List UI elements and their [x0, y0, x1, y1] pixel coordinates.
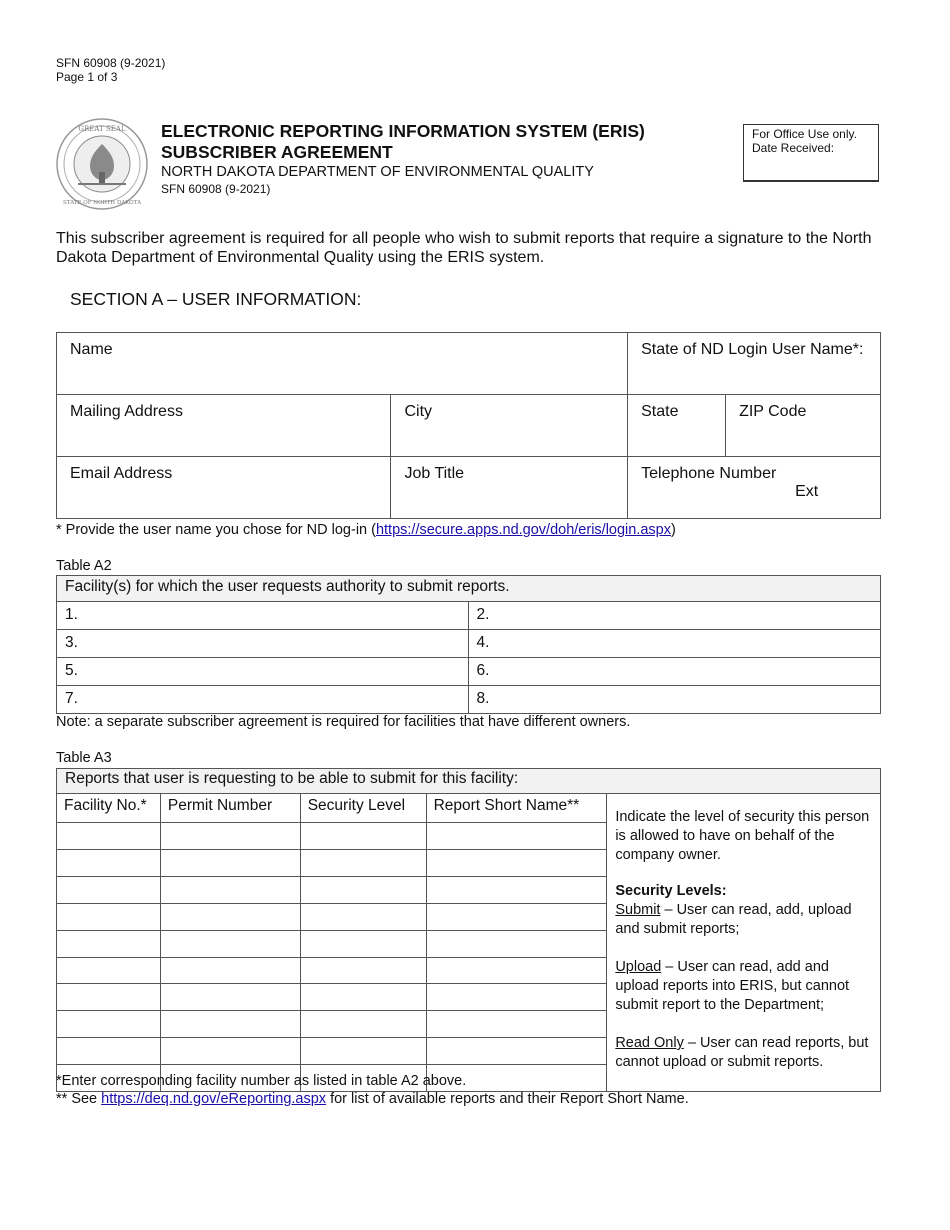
col-permit-number: Permit Number	[160, 794, 300, 823]
table-cell[interactable]	[160, 903, 300, 930]
table-cell[interactable]	[300, 903, 426, 930]
table-cell[interactable]	[300, 957, 426, 984]
department-name: NORTH DAKOTA DEPARTMENT OF ENVIRONMENTAL QUALITY	[161, 164, 594, 180]
login-username-field[interactable]: State of ND Login User Name*:	[628, 333, 881, 395]
table-cell[interactable]	[57, 903, 161, 930]
table-cell[interactable]	[426, 849, 607, 876]
table-cell[interactable]	[57, 876, 161, 903]
table-cell[interactable]	[57, 1011, 161, 1038]
page-number: Page 1 of 3	[56, 70, 118, 84]
state-seal-icon	[56, 118, 148, 210]
table-cell[interactable]	[300, 984, 426, 1011]
facility-cell[interactable]: 6.	[468, 658, 881, 686]
table-cell[interactable]	[300, 849, 426, 876]
facility-cell[interactable]: 1.	[57, 602, 469, 630]
table-cell[interactable]	[426, 823, 607, 850]
table-cell[interactable]	[57, 1038, 161, 1065]
table-cell[interactable]	[160, 849, 300, 876]
form-header	[161, 121, 645, 197]
email-address-field[interactable]: Email Address	[57, 457, 391, 519]
facility-cell[interactable]: 4.	[468, 630, 881, 658]
login-footnote: * Provide the user name you chose for ND log-in (https://secure.apps.nd.gov/doh/eris/login.aspx)	[56, 522, 676, 538]
table-a2-label: Table A2	[56, 558, 112, 574]
header-form-number: SFN 60908 (9-2021)	[161, 182, 271, 196]
form-number: SFN 60908 (9-2021)	[56, 56, 166, 70]
table-cell[interactable]	[57, 984, 161, 1011]
facilities-header: Facility(s) for which the user requests authority to submit reports.	[57, 576, 881, 602]
table-cell[interactable]	[426, 876, 607, 903]
form-id	[56, 56, 165, 84]
facility-cell[interactable]: 2.	[468, 602, 881, 630]
table-cell[interactable]	[426, 984, 607, 1011]
table-cell[interactable]	[160, 957, 300, 984]
city-field[interactable]: City	[391, 395, 628, 457]
date-received-label: Date Received:	[752, 141, 835, 155]
facilities-note: Note: a separate subscriber agreement is required for facilities that have different owners.	[56, 714, 631, 730]
user-information-table	[56, 332, 881, 519]
table-cell[interactable]	[160, 876, 300, 903]
table-cell[interactable]	[426, 1038, 607, 1065]
facility-cell[interactable]: 3.	[57, 630, 469, 658]
facilities-table	[56, 575, 881, 714]
table-cell[interactable]	[300, 1038, 426, 1065]
table-cell[interactable]	[160, 984, 300, 1011]
col-facility-no: Facility No.*	[57, 794, 161, 823]
table-cell[interactable]	[57, 849, 161, 876]
table-cell[interactable]	[160, 1011, 300, 1038]
zip-code-field[interactable]: ZIP Code	[726, 395, 881, 457]
reports-header: Reports that user is requesting to be able to submit for this facility:	[57, 769, 881, 794]
login-link[interactable]: https://secure.apps.nd.gov/doh/eris/login.aspx	[375, 522, 671, 538]
ereporting-link[interactable]: https://deq.nd.gov/eReporting.aspx	[101, 1091, 327, 1107]
job-title-field[interactable]: Job Title	[391, 457, 628, 519]
table-cell[interactable]	[300, 876, 426, 903]
table-cell[interactable]	[57, 930, 161, 957]
form-title: ELECTRONIC REPORTING INFORMATION SYSTEM (ERIS)	[161, 121, 645, 141]
name-field[interactable]: Name	[57, 333, 628, 395]
table-cell[interactable]	[57, 823, 161, 850]
col-security-level: Security Level	[300, 794, 426, 823]
telephone-field[interactable]: Telephone Number Ext	[628, 457, 881, 519]
table-cell[interactable]	[300, 823, 426, 850]
facility-cell[interactable]: 5.	[57, 658, 469, 686]
table-cell[interactable]	[426, 903, 607, 930]
col-report-short-name: Report Short Name**	[426, 794, 607, 823]
section-a-title: SECTION A – USER INFORMATION:	[70, 289, 362, 309]
table-cell[interactable]	[300, 930, 426, 957]
table-cell[interactable]	[57, 957, 161, 984]
state-field[interactable]: State	[628, 395, 726, 457]
table-cell[interactable]	[160, 1038, 300, 1065]
svg-text:STATE OF NORTH DAKOTA: STATE OF NORTH DAKOTA	[62, 200, 142, 206]
ext-label: Ext	[795, 483, 819, 500]
table-cell[interactable]	[160, 823, 300, 850]
facility-number-footnote: *Enter corresponding facility number as listed in table A2 above.	[56, 1073, 467, 1089]
svg-text:GREAT SEAL: GREAT SEAL	[78, 125, 126, 133]
table-cell[interactable]	[160, 930, 300, 957]
intro-paragraph: This subscriber agreement is required for all people who wish to submit reports that require a signature to the North Dakota Department of Environmental Quality using the ERIS system.	[56, 230, 872, 266]
facility-cell[interactable]: 7.	[57, 686, 469, 714]
table-cell[interactable]	[300, 1011, 426, 1038]
report-name-footnote: ** See https://deq.nd.gov/eReporting.aspx for list of available reports and their Report Short Name.	[56, 1091, 689, 1107]
mailing-address-field[interactable]: Mailing Address	[57, 395, 391, 457]
facility-cell[interactable]: 8.	[468, 686, 881, 714]
table-cell[interactable]	[426, 930, 607, 957]
office-use-label: For Office Use only.	[752, 127, 857, 141]
table-a3-label: Table A3	[56, 750, 112, 766]
security-levels-title: Security Levels:	[615, 883, 727, 899]
security-levels-info: Indicate the level of security this person is allowed to have on behalf of the company owner. Security Levels: Submit – User can read, add, upload and submit reports; Upload – User can read, add and upload reports into ERIS, but cannot submit report to the Department; Read Only – User can read reports, but cannot upload or submit reports.	[607, 794, 881, 1092]
office-use-box	[743, 124, 879, 182]
table-cell[interactable]	[426, 957, 607, 984]
reports-table	[56, 768, 881, 1092]
table-cell[interactable]	[426, 1011, 607, 1038]
form-subtitle: SUBSCRIBER AGREEMENT	[161, 142, 393, 162]
